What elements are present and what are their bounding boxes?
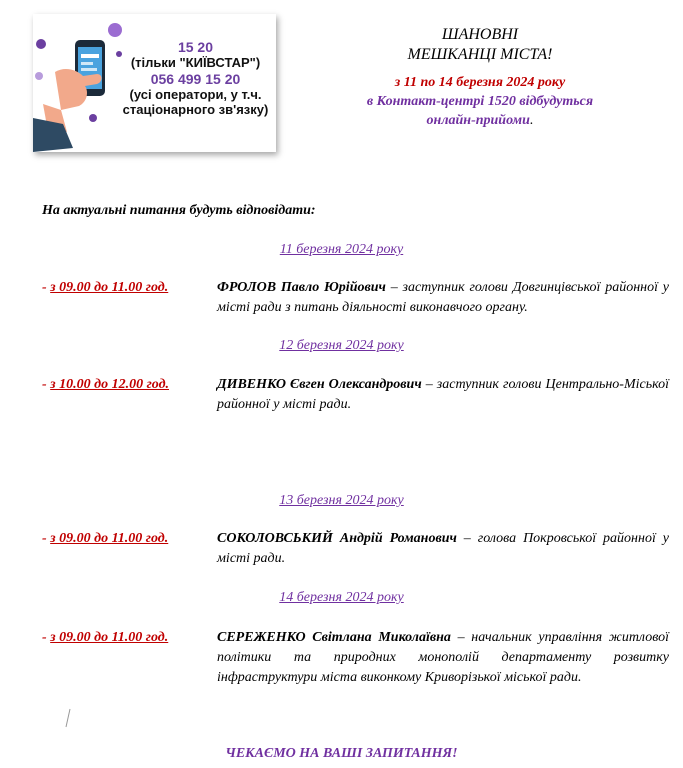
logo-operators-note-2: стаціонарного зв'язку) bbox=[122, 102, 269, 117]
closing-message: ЧЕКАЄМО НА ВАШІ ЗАПИТАННЯ! bbox=[225, 746, 458, 761]
date-heading-1: 11 березня 2024 року bbox=[279, 242, 404, 257]
time-slot-4: - з 09.00 до 11.00 год. bbox=[42, 630, 169, 645]
header-title-2: МЕШКАНЦІ МІСТА! bbox=[407, 46, 553, 63]
official-4 bbox=[217, 628, 669, 688]
official-4-name: СЕРЕЖЕНКО Світлана Миколаївна bbox=[217, 630, 451, 645]
logo-short-number: 15 20 bbox=[177, 39, 214, 55]
official-3-name: СОКОЛОВСЬКИЙ Андрій Романович bbox=[217, 531, 457, 546]
stray-mark-icon bbox=[64, 708, 72, 728]
header-dates: з 11 по 14 березня 2024 року bbox=[394, 75, 566, 90]
official-2-role: – заступник голови Центрально-Міської районної у місті ради. bbox=[217, 377, 669, 412]
contact-center-logo bbox=[33, 14, 276, 152]
logo-long-number: 056 499 15 20 bbox=[150, 71, 241, 87]
hand-phone-icon bbox=[33, 14, 123, 152]
header-line-3-end: . bbox=[529, 113, 534, 128]
header-title-1: ШАНОВНІ bbox=[441, 26, 519, 43]
official-1-name: ФРОЛОВ Павло Юрійович bbox=[217, 280, 386, 295]
time-slot-3: - з 09.00 до 11.00 год. bbox=[42, 531, 169, 546]
date-heading-3: 13 березня 2024 року bbox=[279, 493, 404, 508]
time-slot-2: - з 10.00 до 12.00 год. bbox=[42, 377, 170, 392]
official-3-role: – голова Покровської районної у місті ради. bbox=[217, 531, 670, 566]
logo-kyivstar-note: (тільки "КИЇВСТАР") bbox=[130, 55, 261, 70]
logo-text bbox=[118, 39, 273, 117]
date-heading-2: 12 березня 2024 року bbox=[279, 338, 404, 353]
official-4-role: – начальник управління житлової політики та природних монополій департаменту розвитку інфраструктури міста виконкому Криворізької міської ради. bbox=[217, 630, 669, 685]
date-heading-4: 14 березня 2024 року bbox=[279, 590, 404, 605]
header-line-3: онлайн-прийоми bbox=[426, 113, 530, 128]
intro-text: На актуальні питання будуть відповідати: bbox=[42, 203, 316, 218]
official-1-role: – заступник голови Довгинцівської районної у місті ради з питань діяльності виконавчого органу. bbox=[217, 280, 669, 315]
official-3 bbox=[217, 529, 669, 569]
official-2 bbox=[217, 375, 669, 415]
header-line-2: в Контакт-центрі 1520 відбудуться bbox=[366, 94, 594, 109]
official-1 bbox=[217, 278, 669, 318]
time-slot-1: - з 09.00 до 11.00 год. bbox=[42, 280, 169, 295]
logo-operators-note-1: (усі оператори, у т.ч. bbox=[129, 87, 262, 102]
announcement-header bbox=[320, 25, 640, 130]
official-2-name: ДИВЕНКО Євген Олександрович bbox=[217, 377, 422, 392]
